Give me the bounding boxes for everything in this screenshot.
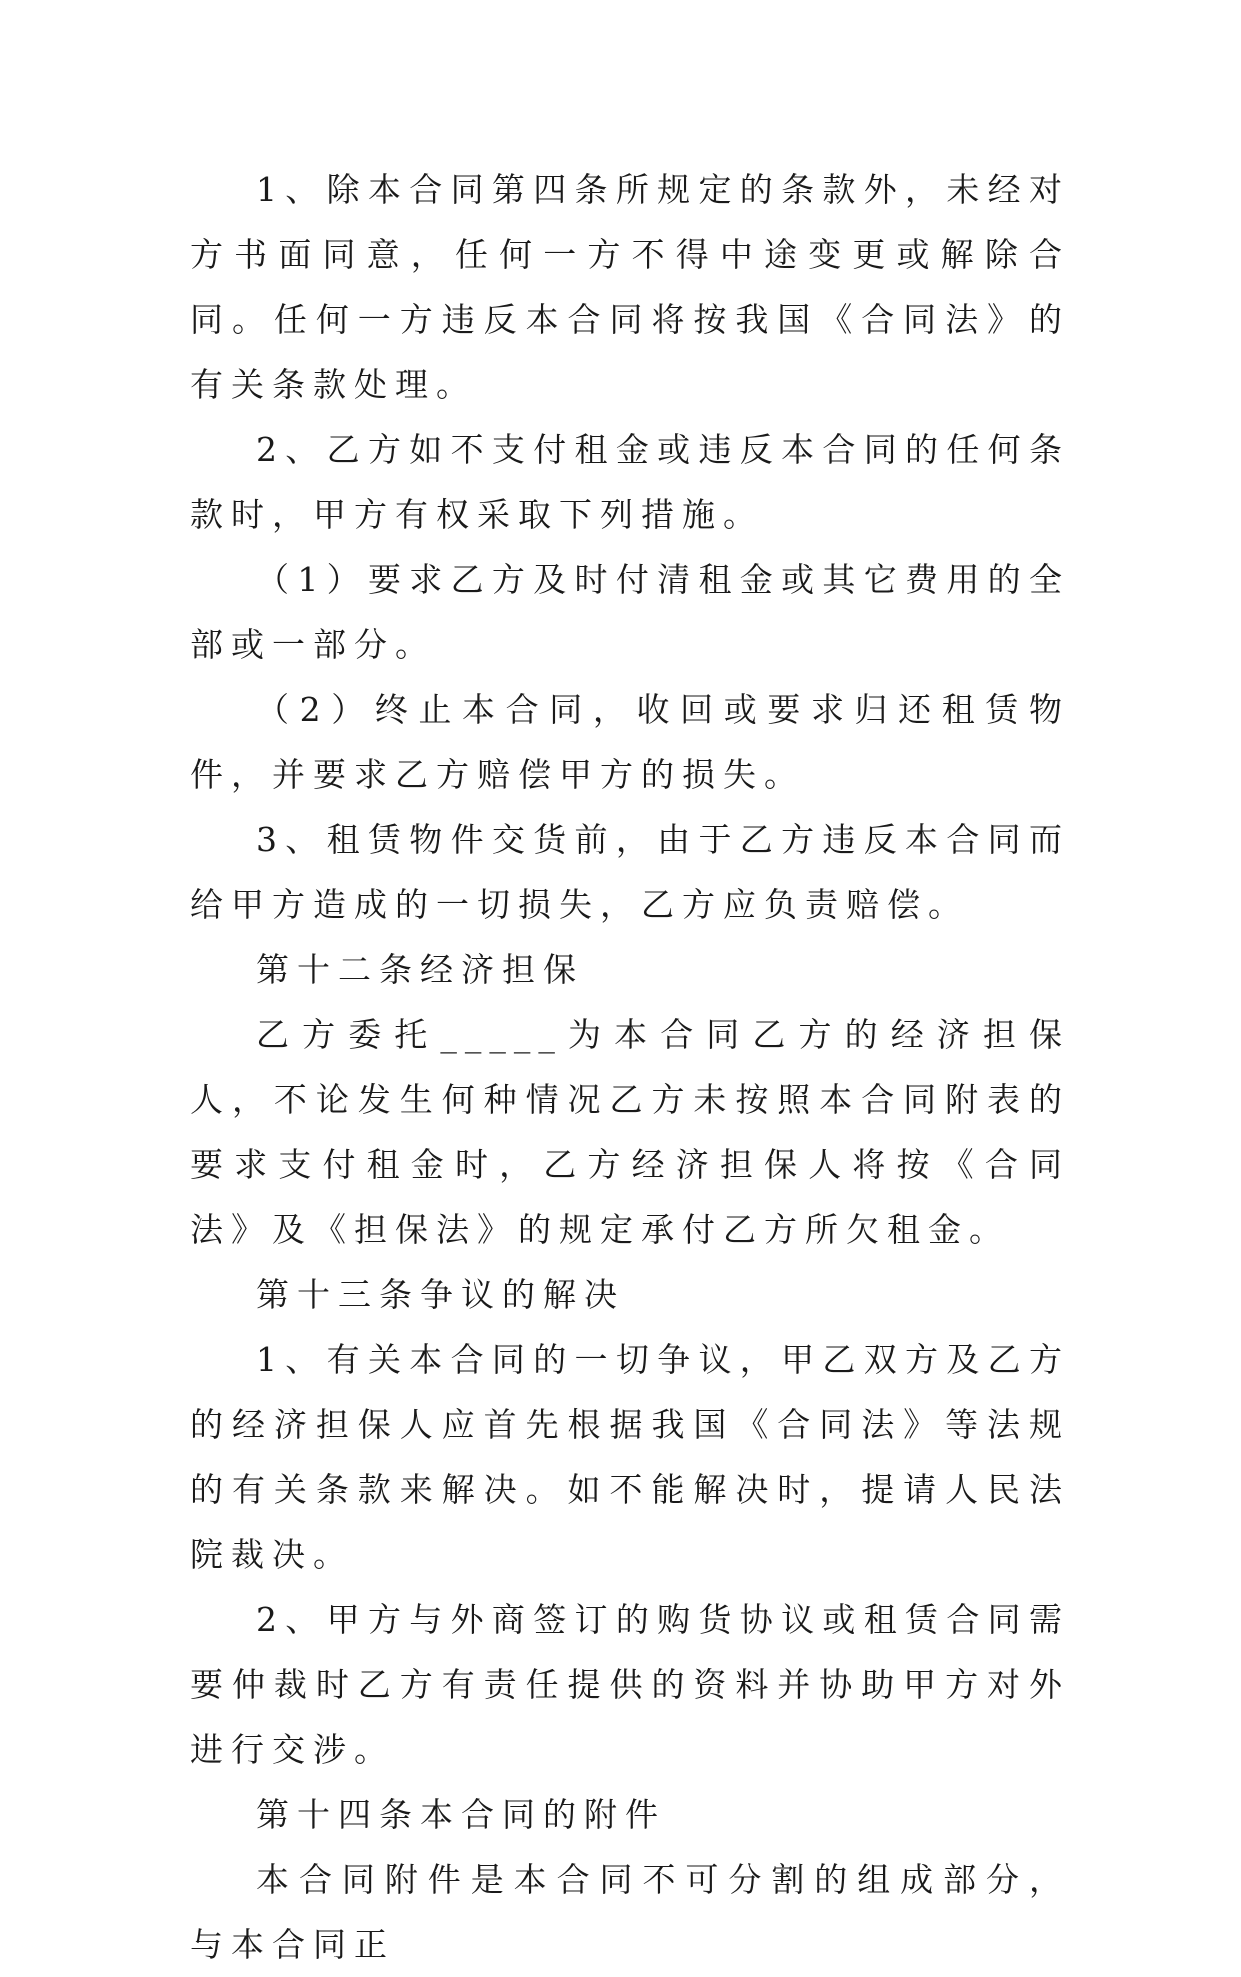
section-heading-article-12: 第十二条经济担保 (256, 950, 584, 989)
paragraph-dispute-resolution: 1、有关本合同的一切争议，甲乙双方及乙方的经济担保人应首先根据我国《合同法》等法规的有关条款来解决。如不能解决时，提请人民法院裁决。 (190, 1340, 1070, 1574)
paragraph-default-measures: 2、乙方如不支付租金或违反本合同的任何条款时，甲方有权采取下列措施。 (190, 430, 1070, 534)
paragraph-attachments: 本合同附件是本合同不可分割的组成部分，与本合同正 (190, 1860, 1070, 1964)
paragraph-pre-delivery-loss: 3、租赁物件交货前，由于乙方违反本合同而给甲方造成的一切损失，乙方应负责赔偿。 (190, 820, 1070, 924)
section-heading-article-13: 第十三条争议的解决 (256, 1275, 625, 1314)
paragraph-arbitration: 2、甲方与外商签订的购货协议或租赁合同需要仲裁时乙方有责任提供的资料并协助甲方对外进行交涉。 (190, 1600, 1070, 1769)
contract-body (190, 157, 1070, 1977)
paragraph-modification-clause: 1、除本合同第四条所规定的条款外，未经对方书面同意，任何一方不得中途变更或解除合同。任何一方违反本合同将按我国《合同法》的有关条款处理。 (190, 170, 1070, 404)
paragraph-measure-1: （1）要求乙方及时付清租金或其它费用的全部或一部分。 (190, 560, 1070, 664)
paragraph-measure-2: （2）终止本合同，收回或要求归还租赁物件，并要求乙方赔偿甲方的损失。 (190, 690, 1070, 794)
paragraph-guarantor: 乙方委托_____为本合同乙方的经济担保人，不论发生何种情况乙方未按照本合同附表的要求支付租金时，乙方经济担保人将按《合同法》及《担保法》的规定承付乙方所欠租金。 (190, 1015, 1070, 1249)
section-heading-article-14: 第十四条本合同的附件 (256, 1795, 666, 1834)
